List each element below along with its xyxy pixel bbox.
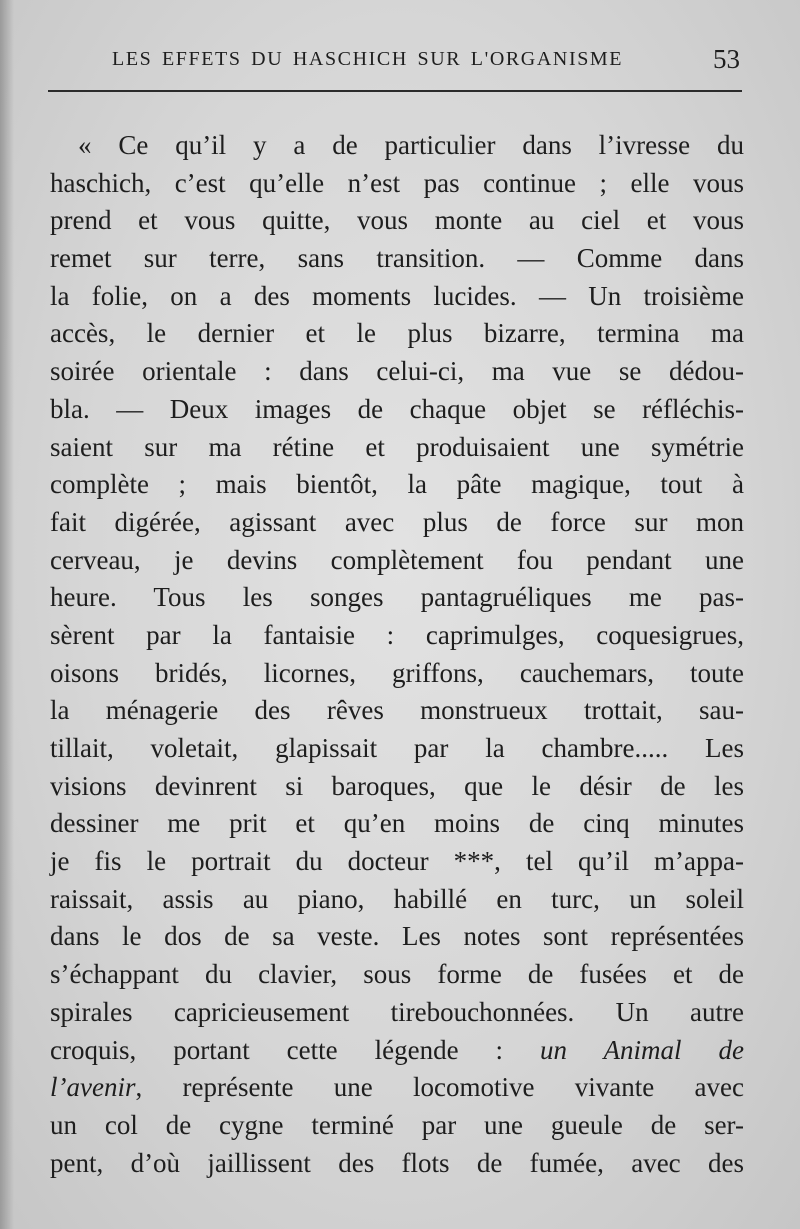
text-line: oisons bridés, licornes, griffons, cauchemars, toute	[50, 657, 744, 688]
page-number: 53	[713, 44, 740, 74]
text-line: heure. Tous les songes pantagruéliques me pas-	[50, 582, 744, 613]
text-line: « Ce qu’il y a de particulier dans l’ivresse du	[78, 130, 744, 160]
text-line: tillait, voletait, glapissait par la chambre..... Les	[50, 733, 744, 763]
text-line: la folie, on a des moments lucides. — Un troisième	[50, 280, 744, 311]
text-line: visions devinrent si baroques, que le désir de les	[50, 770, 744, 801]
text-line: soirée orientale : dans celui-ci, ma vue se dédou-	[50, 356, 744, 387]
running-header	[112, 44, 744, 76]
text-line: bla. — Deux images de chaque objet se réfléchis-	[50, 393, 744, 424]
text-line: accès, le dernier et le plus bizarre, termina ma	[50, 318, 744, 349]
text-line: cerveau, je devins complètement fou pendant une	[50, 544, 744, 575]
text-line: un col de cygne terminé par une gueule de ser-	[50, 1109, 744, 1140]
text-line-mixed	[50, 1032, 744, 1070]
text-line-mixed	[50, 1069, 744, 1107]
text-line: spirales capricieusement tirebouchonnées. Un autre	[50, 996, 744, 1027]
italic-phrase: l’avenir	[50, 1072, 136, 1103]
running-title: LES EFFETS DU HASCHICH SUR L'ORGANISME	[112, 48, 624, 70]
text-line: raissait, assis au piano, habillé en turc, un soleil	[50, 883, 744, 914]
text-line: je fis le portrait du docteur ***, tel qu’il m’appa-	[50, 846, 744, 877]
line-segment: , représente une locomotive vivante avec	[135, 1072, 744, 1103]
text-line: remet sur terre, sans transition. — Comme dans	[50, 243, 744, 274]
text-line: sèrent par la fantaisie : caprimulges, coquesigrues,	[50, 619, 744, 650]
text-line: pent, d’où jaillissent des flots de fumée, avec des	[50, 1147, 744, 1178]
text-line: prend et vous quitte, vous monte au ciel et vous	[50, 205, 744, 236]
italic-phrase: un Animal de	[540, 1034, 745, 1065]
text-line: fait digérée, agissant avec plus de force sur mon	[50, 506, 744, 537]
text-line: la ménagerie des rêves monstrueux trottait, sau-	[50, 695, 744, 726]
line-segment: croquis, portant cette légende :	[50, 1034, 504, 1065]
text-line: s’échappant du clavier, sous forme de fusées et de	[50, 959, 744, 990]
page-edge-shadow	[0, 0, 14, 1229]
text-line: dessiner me prit et qu’en moins de cinq minutes	[50, 808, 744, 839]
text-line: dans le dos de sa veste. Les notes sont représentées	[50, 921, 744, 952]
text-line: haschich, c’est qu’elle n’est pas continue ; elle vous	[50, 167, 744, 198]
text-line: saient sur ma rétine et produisaient une symétrie	[50, 431, 744, 462]
header-rule	[48, 90, 742, 92]
text-line: complète ; mais bientôt, la pâte magique, tout à	[50, 469, 744, 500]
body-text	[50, 127, 744, 1182]
